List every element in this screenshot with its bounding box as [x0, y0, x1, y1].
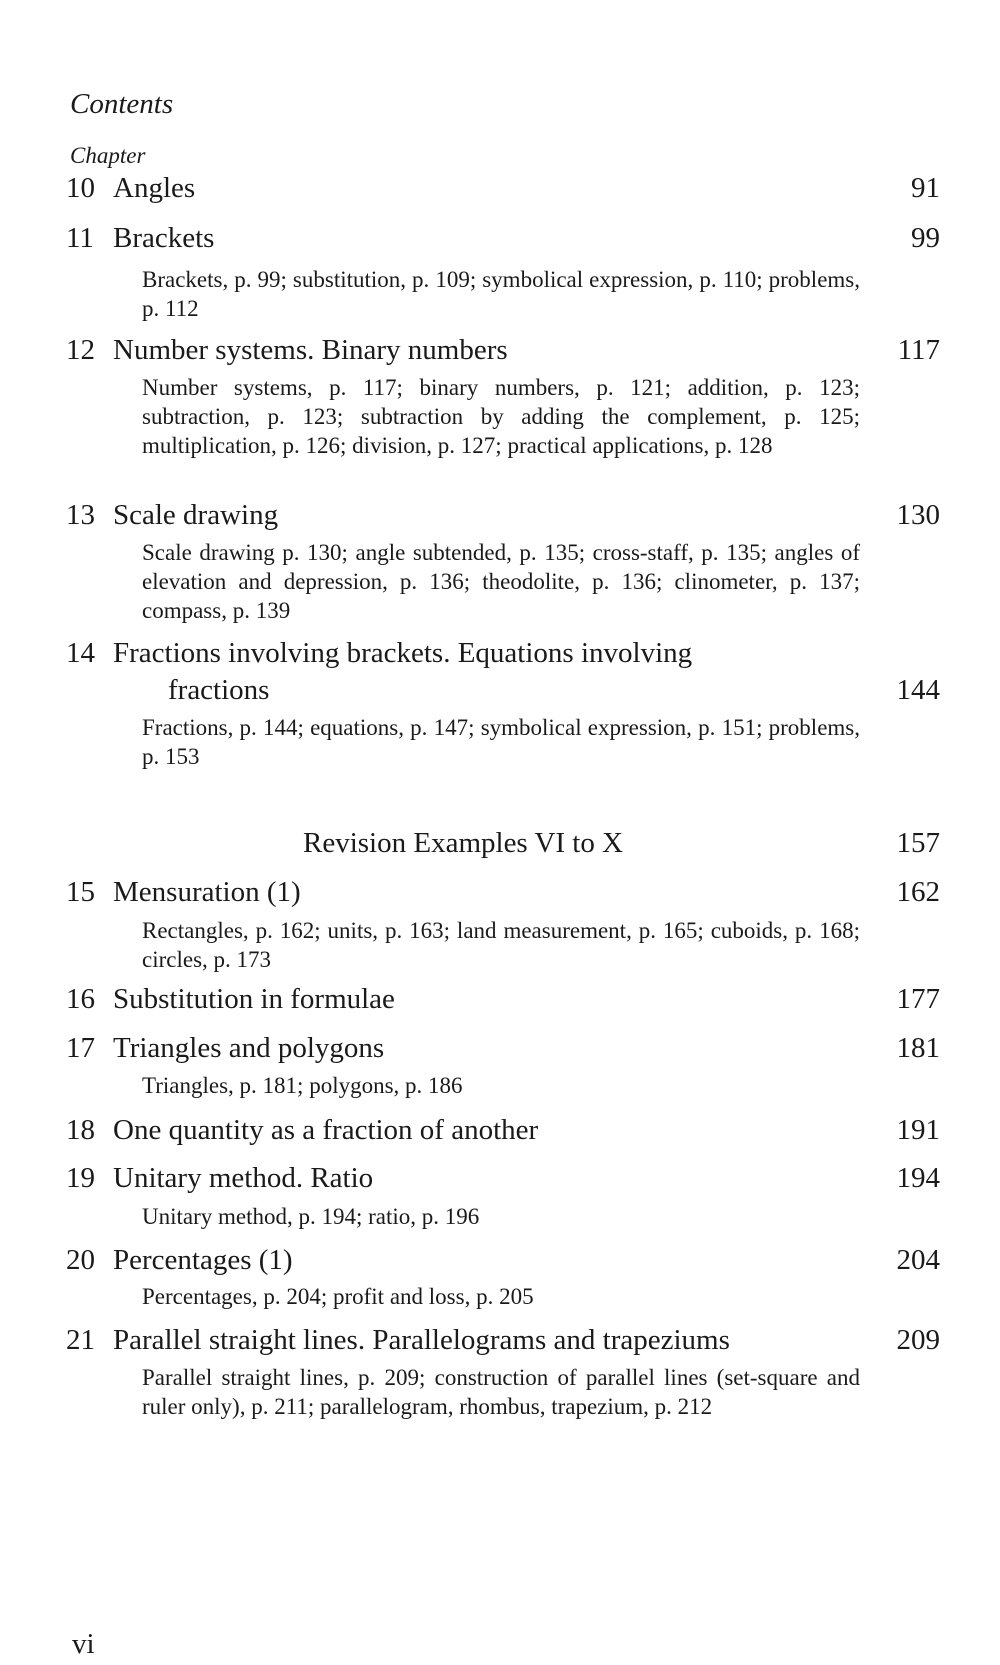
chapter-number: 16: [66, 983, 95, 1015]
chapter-subtopics: Rectangles, p. 162; units, p. 163; land measurement, p. 165; cuboids, p. 168; circles, p. 173: [142, 918, 860, 972]
revision-title: Revision Examples VI to X: [303, 827, 624, 859]
chapter-subtopics: Fractions, p. 144; equations, p. 147; symbolical expression, p. 151; problems, p. 153: [142, 715, 860, 769]
chapter-page: 162: [896, 876, 940, 908]
chapter-page: 204: [896, 1244, 940, 1276]
chapter-number: 10: [66, 172, 95, 204]
chapter-page: 209: [896, 1324, 940, 1356]
chapter-title: Percentages (1): [113, 1244, 293, 1276]
chapter-page: 117: [897, 334, 940, 366]
chapter-page: 99: [911, 222, 940, 254]
chapter-number: 17: [66, 1032, 95, 1064]
chapter-title: Parallel straight lines. Parallelograms and trapeziums: [113, 1324, 730, 1356]
chapter-page: 130: [896, 499, 940, 531]
chapter-page: 144: [896, 674, 940, 706]
chapter-number: 15: [66, 876, 95, 908]
chapter-title: Unitary method. Ratio: [113, 1162, 374, 1194]
chapter-title: Number systems. Binary numbers: [113, 334, 508, 366]
chapter-number: 21: [66, 1324, 95, 1356]
chapter-title: Brackets: [113, 222, 215, 254]
chapter-title: Scale drawing: [113, 499, 279, 531]
chapter-title: Fractions involving brackets. Equations involving: [113, 637, 693, 669]
chapter-subtopics: Unitary method, p. 194; ratio, p. 196: [142, 1204, 480, 1229]
chapter-page: 191: [896, 1114, 940, 1146]
chapter-subtopics: Scale drawing p. 130; angle subtended, p. 135; cross-staff, p. 135; angles of elevation and depression, p. 136; theodolite, p. 136; clinometer, p. 137; compass, p. 139: [142, 540, 860, 623]
chapter-subtopics: Number systems, p. 117; binary numbers, p. 121; addition, p. 123; subtraction, p. 123; subtraction by adding the complement, p. 125; multiplication, p. 126; division, p. 127; practical applications, p. 128: [142, 375, 860, 458]
chapter-page: 181: [896, 1032, 940, 1064]
chapter-title: Angles: [113, 172, 196, 204]
chapter-title: One quantity as a fraction of another: [113, 1114, 539, 1146]
page-heading: Contents: [70, 88, 174, 120]
chapter-subtopics: Triangles, p. 181; polygons, p. 186: [142, 1073, 463, 1098]
chapter-title: Mensuration (1): [113, 876, 301, 908]
chapter-number: 14: [66, 637, 95, 669]
chapter-column-label: Chapter: [70, 143, 146, 168]
chapter-title: Triangles and polygons: [113, 1032, 385, 1064]
page-folio: vi: [72, 1628, 95, 1660]
revision-page: 157: [896, 827, 940, 859]
chapter-title-continuation: fractions: [168, 674, 270, 706]
chapter-number: 19: [66, 1162, 95, 1194]
chapter-number: 12: [66, 334, 95, 366]
chapter-page: 194: [896, 1162, 940, 1194]
chapter-title: Substitution in formulae: [113, 983, 395, 1015]
chapter-number: 13: [66, 499, 95, 531]
chapter-subtopics: Percentages, p. 204; profit and loss, p. 205: [142, 1284, 534, 1309]
chapter-page: 177: [896, 983, 940, 1015]
chapter-subtopics: Brackets, p. 99; substitution, p. 109; symbolical expression, p. 110; problems, p. 112: [142, 267, 860, 321]
chapter-number: 11: [66, 222, 94, 254]
chapter-subtopics: Parallel straight lines, p. 209; construction of parallel lines (set-square and ruler only), p. 211; parallelogram, rhombus, trapezium, p. 212: [142, 1365, 860, 1419]
chapter-page: 91: [911, 172, 940, 204]
chapter-number: 20: [66, 1244, 95, 1276]
chapter-number: 18: [66, 1114, 95, 1146]
